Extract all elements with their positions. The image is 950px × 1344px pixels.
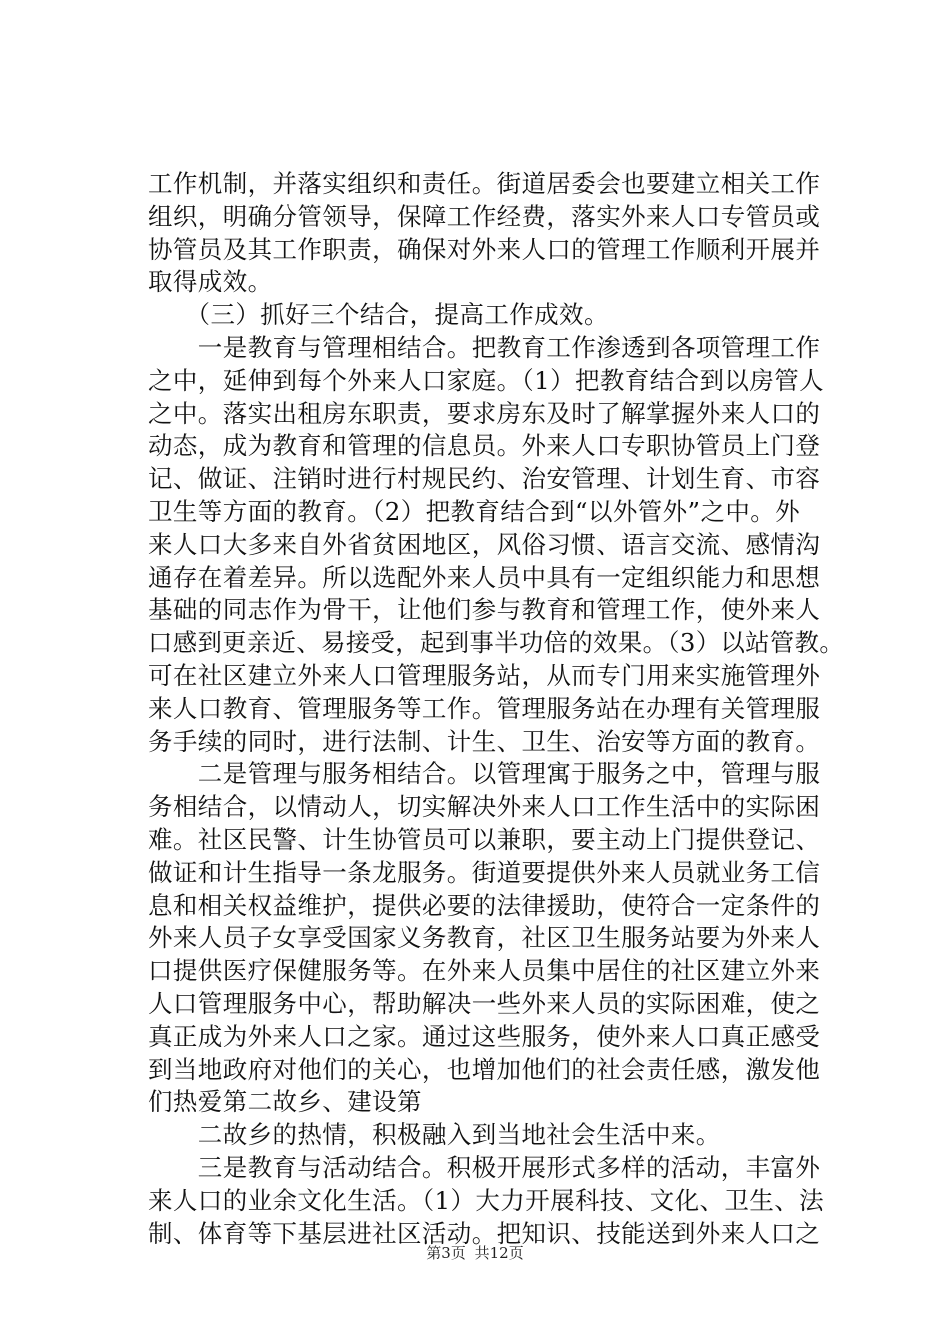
text-line: 制、体育等下基层进社区活动。把知识、技能送到外来人口之 — [148, 1218, 821, 1248]
text-line: 协管员及其工作职责，确保对外来人口的管理工作顺利开展并 — [148, 234, 821, 264]
text-line: 可在社区建立外来人口管理服务站，从而专门用来实施管理外 — [148, 660, 821, 690]
text-line: 二是管理与服务相结合。以管理寓于服务之中，管理与服 — [148, 759, 821, 789]
text-line: 口提供医疗保健服务等。在外来人员集中居住的社区建立外来 — [148, 956, 821, 986]
text-line: 基础的同志作为骨干，让他们参与教育和管理工作，使外来人 — [148, 595, 821, 625]
text-line: 组织，明确分管领导，保障工作经费，落实外来人口专管员或 — [148, 201, 821, 231]
text-line: 们热爱第二故乡、建设第 — [148, 1087, 422, 1117]
text-line: 外来人员子女享受国家义务教育，社区卫生服务站要为外来人 — [148, 923, 821, 953]
text-line: 一是教育与管理相结合。把教育工作渗透到各项管理工作 — [148, 332, 821, 362]
text-line: 务手续的同时，进行法制、计生、卫生、治安等方面的教育。 — [148, 726, 821, 756]
text-line: 三是教育与活动结合。积极开展形式多样的活动，丰富外 — [148, 1152, 821, 1182]
text-line: 来人口大多来自外省贫困地区，风俗习惯、语言交流、感情沟 — [148, 529, 821, 559]
text-line: 口感到更亲近、易接受，起到事半功倍的效果。（3）以站管教。 — [148, 628, 845, 658]
text-line: 来人口教育、管理服务等工作。管理服务站在办理有关管理服 — [148, 693, 821, 723]
text-line: 之中，延伸到每个外来人口家庭。（1）把教育结合到以房管人 — [148, 365, 825, 395]
page-number: 第3页 — [426, 1244, 466, 1262]
text-line: （三）抓好三个结合，提高工作成效。 — [148, 300, 609, 330]
text-line: 真正成为外来人口之家。通过这些服务，使外来人口真正感受 — [148, 1021, 821, 1051]
text-line: 记、做证、注销时进行村规民约、治安管理、计划生育、市容 — [148, 464, 821, 494]
text-line: 二故乡的热情，积极融入到当地社会生活中来。 — [148, 1120, 721, 1150]
text-line: 工作机制，并落实组织和责任。街道居委会也要建立相关工作 — [148, 169, 821, 198]
text-line: 做证和计生指导一条龙服务。街道要提供外来人员就业务工信 — [148, 857, 821, 887]
text-line: 到当地政府对他们的关心，也增加他们的社会责任感，激发他 — [148, 1054, 821, 1084]
text-line: 取得成效。 — [148, 267, 273, 297]
text-line: 务相结合，以情动人，切实解决外来人口工作生活中的实际困 — [148, 792, 821, 822]
text-line: 通存在着差异。所以选配外来人员中具有一定组织能力和思想 — [148, 562, 821, 592]
text-line: 来人口的业余文化生活。（1）大力开展科技、文化、卫生、法 — [148, 1185, 825, 1215]
text-line: 动态，成为教育和管理的信息员。外来人口专职协管员上门登 — [148, 431, 821, 461]
page-total: 共12页 — [474, 1244, 524, 1262]
text-line: 人口管理服务中心，帮助解决一些外来人员的实际困难，使之 — [148, 988, 821, 1018]
text-line: 息和相关权益维护，提供必要的法律援助，使符合一定条件的 — [148, 890, 821, 920]
page-footer — [0, 1243, 950, 1263]
text-line: 难。社区民警、计生协管员可以兼职，要主动上门提供登记、 — [148, 824, 821, 854]
text-line: 之中。落实出租房东职责，要求房东及时了解掌握外来人口的 — [148, 398, 821, 428]
text-line: 卫生等方面的教育。（2）把教育结合到“以外管外”之中。外 — [148, 496, 801, 526]
document-body — [148, 168, 848, 1250]
